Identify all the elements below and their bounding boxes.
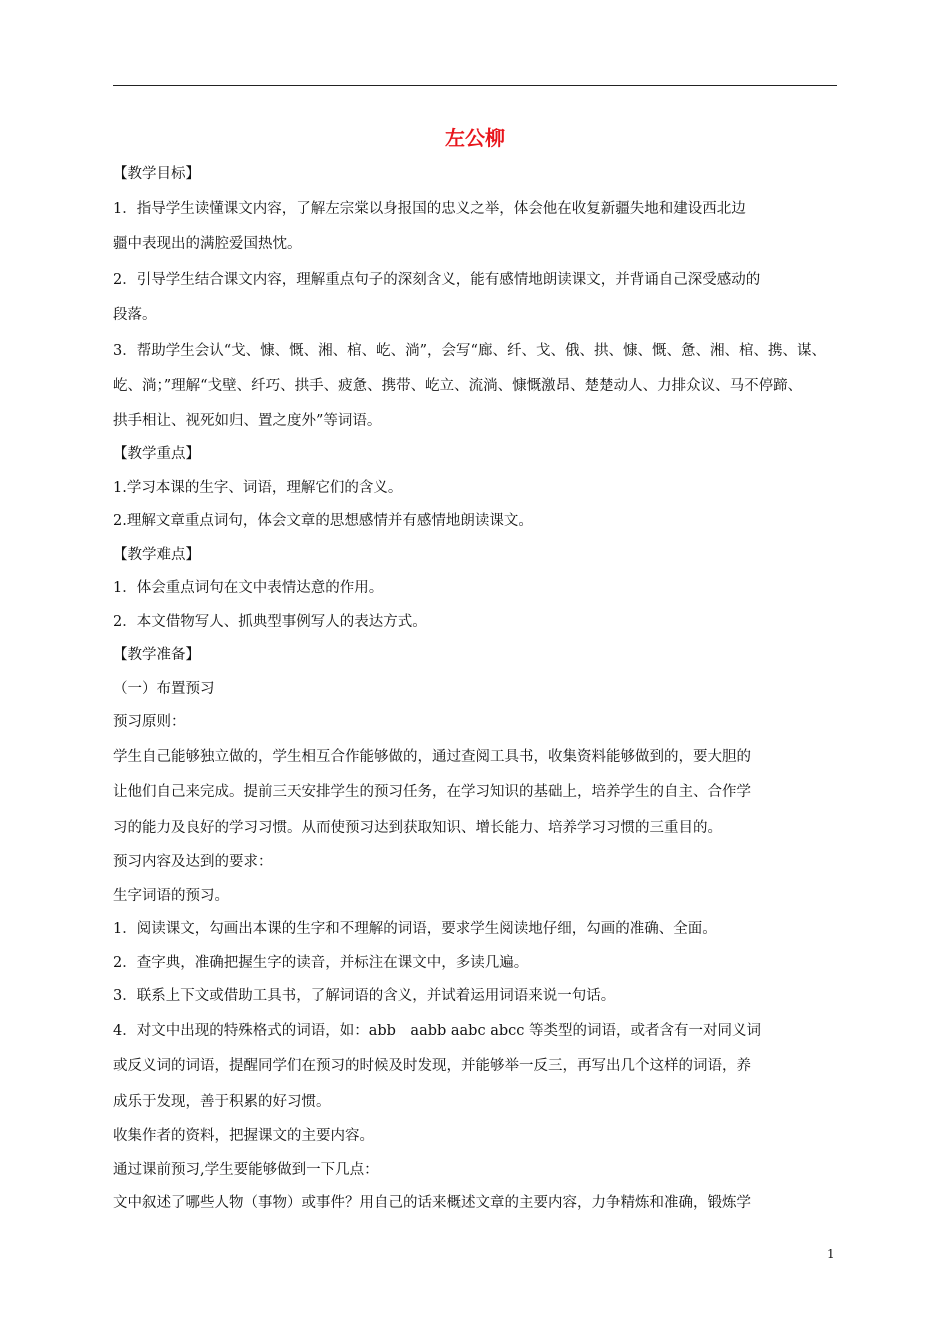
section-heading: 【教学难点】 [113, 546, 200, 563]
body-line: 收集作者的资料，把握课文的主要内容。 [113, 1128, 374, 1144]
body-line: 生字词语的预习。 [113, 887, 229, 904]
body-line: 或反义词的词语，提醒同学们在预习的时候及时发现，并能够举一反三，再写出几个这样的词语，养 [113, 1058, 751, 1074]
body-line: 2．查字典，准确把握生字的读音，并标注在课文中，多读几遍。 [113, 954, 529, 971]
body-line: 预习内容及达到的要求： [113, 854, 273, 870]
body-line: 2．引导学生结合课文内容，理解重点句子的深刻含义，能有感情地朗读课文，并背诵自己深受感动的 [113, 271, 761, 288]
body-line: 段落。 [113, 307, 157, 323]
body-line: （一）布置预习 [113, 680, 215, 697]
document-title: 左公柳 [445, 126, 505, 150]
body-line: 屹、淌；”理解“戈壁、纤巧、拱手、疲惫、携带、屹立、流淌、慷慨激昂、楚楚动人、力排众议、马不停蹄、 [113, 378, 803, 394]
body-line: 通过课前预习,学生要能够做到一下几点： [113, 1161, 379, 1178]
body-line: 让他们自己来完成。提前三天安排学生的预习任务，在学习知识的基础上，培养学生的自主、合作学 [113, 784, 751, 800]
body-line: 学生自己能够独立做的，学生相互合作能够做的，通过查阅工具书，收集资料能够做到的，要大胆的 [113, 748, 751, 765]
body-line: 文中叙述了哪些人物（事物）或事件？用自己的话来概述文章的主要内容，力争精炼和准确，锻炼学 [113, 1195, 751, 1211]
body-line: 2．本文借物写人、抓典型事例写人的表达方式。 [113, 613, 427, 630]
body-line: 4．对文中出现的特殊格式的词语，如：abb aabb aabc abcc 等类型的词语，或者含有一对同义词 [113, 1022, 761, 1039]
page-number: 1 [827, 1247, 835, 1261]
body-line: 1．体会重点词句在文中表情达意的作用。 [113, 580, 384, 596]
body-line: 1.学习本课的生字、词语，理解它们的含义。 [113, 479, 403, 496]
body-line: 习的能力及良好的学习习惯。从而使预习达到获取知识、增长能力、培养学习习惯的三重目的。 [113, 819, 722, 836]
section-heading: 【教学重点】 [113, 446, 200, 462]
body-line: 疆中表现出的满腔爱国热忱。 [113, 236, 302, 252]
body-line: 1．指导学生读懂课文内容，了解左宗棠以身报国的忠义之举，体会他在收复新疆失地和建设西北边 [113, 200, 746, 217]
section-heading: 【教学目标】 [113, 166, 200, 182]
body-line: 成乐于发现，善于积累的好习惯。 [113, 1093, 331, 1110]
header-rule [113, 85, 837, 86]
body-line: 3．帮助学生会认“戈、慷、慨、湘、棺、屹、淌”，会写“廊、纤、戈、俄、拱、慷、慨、惫、湘、棺、携、谋、 [113, 342, 826, 359]
section-heading: 【教学准备】 [113, 647, 200, 663]
body-line: 2.理解文章重点词句，体会文章的思想感情并有感情地朗读课文。 [113, 513, 533, 529]
document-body [113, 158, 837, 1221]
body-line: 预习原则： [113, 714, 186, 730]
body-line: 1．阅读课文，勾画出本课的生字和不理解的词语，要求学生阅读地仔细，勾画的准确、全面。 [113, 921, 717, 937]
body-line: 3．联系上下文或借助工具书，了解词语的含义，并试着运用词语来说一句话。 [113, 988, 616, 1004]
body-line: 拱手相让、视死如归、置之度外”等词语。 [113, 412, 382, 429]
